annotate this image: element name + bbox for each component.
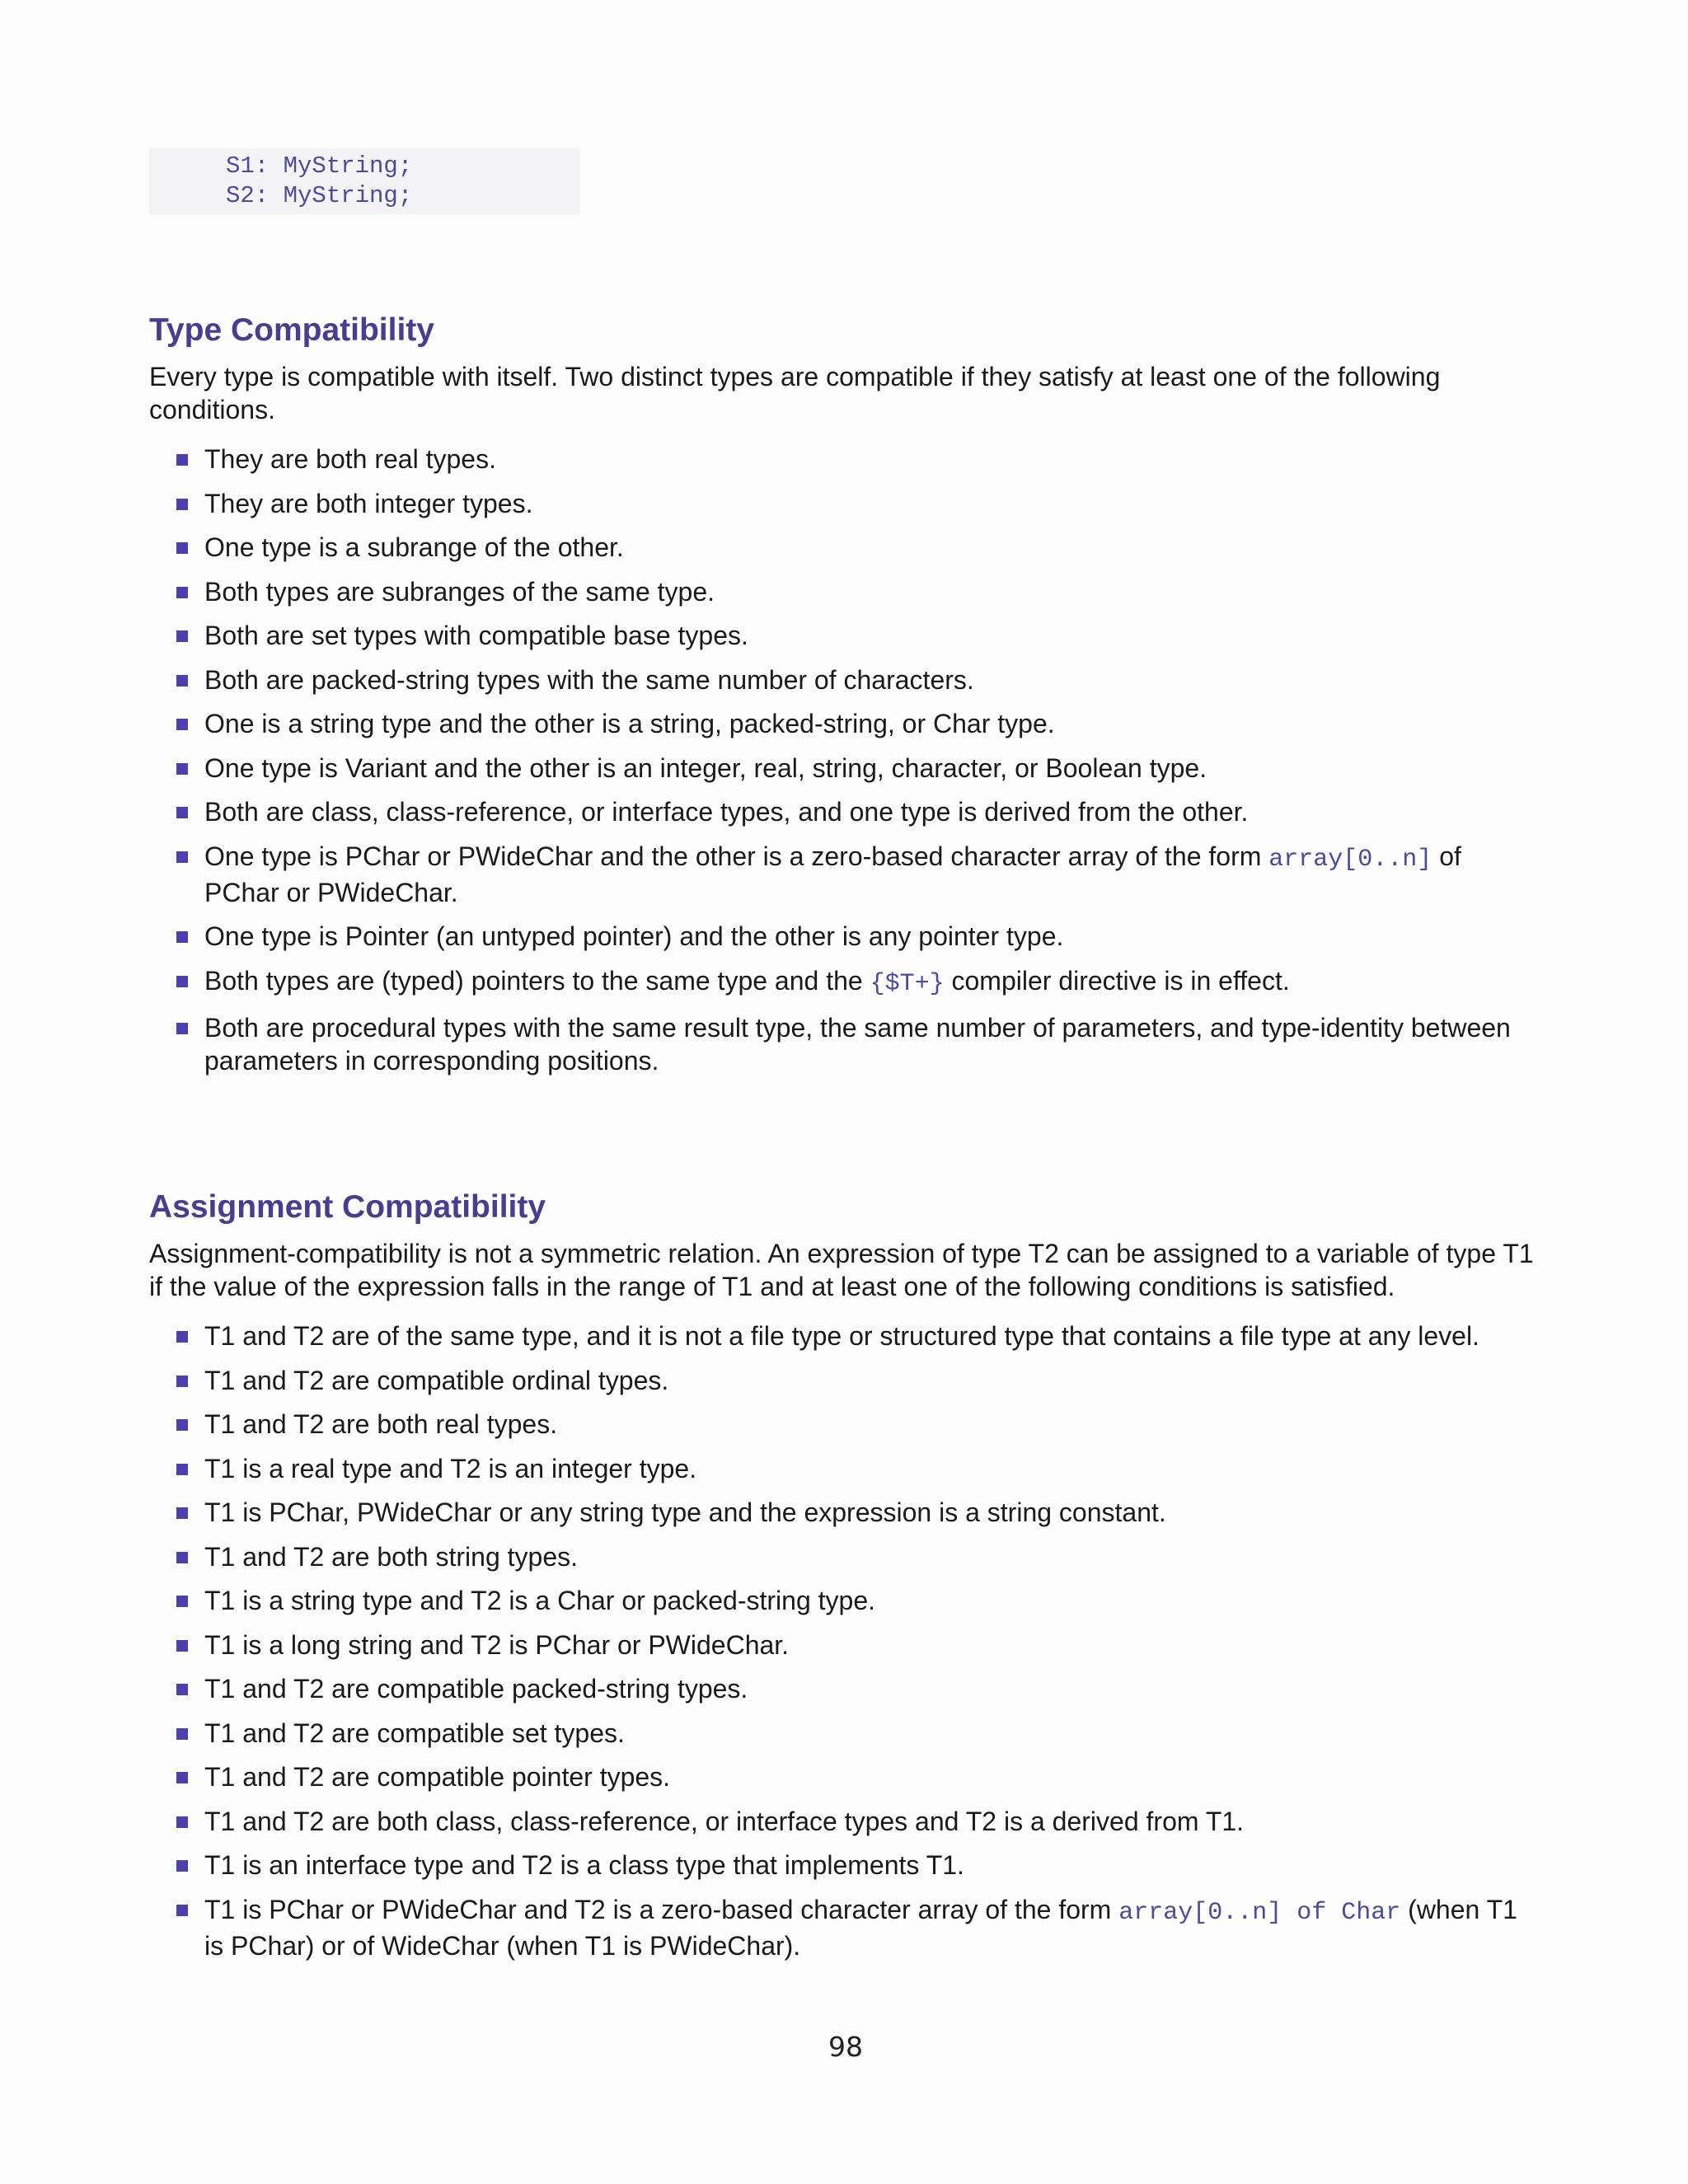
square-bullet-icon [176, 976, 188, 987]
inline-code: {$T+} [870, 969, 945, 998]
list-item-text: They are both real types. [204, 444, 496, 474]
list-item-text: Both types are subranges of the same type. [204, 576, 715, 607]
list-item-text: T1 and T2 are of the same type, and it is not a file type or structured type that contains a file type at any level. [204, 1321, 1479, 1351]
list-item-text: T1 and T2 are both class, class-reference, or interface types and T2 is a derived from T1. [204, 1806, 1245, 1836]
list-item-text: T1 is an interface type and T2 is a class type that implements T1. [204, 1850, 964, 1880]
list-item [149, 1672, 1542, 1705]
square-bullet-icon [176, 1331, 188, 1343]
list-item [149, 619, 1542, 652]
list-item [149, 1364, 1542, 1397]
list-item-text: T1 and T2 are compatible ordinal types. [204, 1365, 669, 1395]
list-item [149, 1319, 1542, 1352]
list-item-text: T1 is a real type and T2 is an integer type. [204, 1453, 697, 1483]
list-item [149, 920, 1542, 953]
list-item [149, 1760, 1542, 1793]
list-item-text: One type is Pointer (an untyped pointer) and the other is any pointer type. [204, 921, 1064, 951]
square-bullet-icon [176, 587, 188, 598]
square-bullet-icon [176, 1860, 188, 1872]
list-item [149, 795, 1542, 828]
list-item-text: T1 is a long string and T2 is PChar or PWideChar. [204, 1629, 790, 1660]
list-item-text: One type is PChar or PWideChar and the other is a zero-based character array of the form [204, 841, 1269, 871]
list-item [149, 575, 1542, 608]
list-item-text: Both are class, class-reference, or interface types, and one type is derived from the other. [204, 797, 1249, 827]
list-item [149, 1540, 1542, 1573]
square-bullet-icon [176, 542, 188, 554]
square-bullet-icon [176, 1376, 188, 1387]
square-bullet-icon [176, 851, 188, 863]
square-bullet-icon [176, 1023, 188, 1034]
list-item-text: T1 is PChar, PWideChar or any string type and the expression is a string constant. [204, 1497, 1166, 1527]
type-compatibility-section [149, 311, 1542, 1089]
square-bullet-icon [176, 1684, 188, 1695]
list-item [149, 1408, 1542, 1441]
list-item [149, 1584, 1542, 1617]
list-item [149, 1452, 1542, 1485]
square-bullet-icon [176, 1905, 188, 1916]
list-item-text: They are both integer types. [204, 488, 533, 518]
list-item-text: T1 and T2 are compatible set types. [204, 1718, 625, 1748]
list-item-text: T1 and T2 are both string types. [204, 1541, 578, 1572]
square-bullet-icon [176, 1728, 188, 1740]
list-item-text: T1 is a string type and T2 is a Char or packed-string type. [204, 1586, 876, 1615]
square-bullet-icon [176, 1596, 188, 1607]
list-item [149, 663, 1542, 696]
list-item-text: T1 and T2 are compatible packed-string types. [204, 1674, 748, 1704]
code-line: S2: MyString; [226, 182, 413, 209]
list-item-text: One is a string type and the other is a string, packed-string, or Char type. [204, 709, 1055, 738]
list-item [149, 1717, 1542, 1750]
list-item-text: Both are procedural types with the same result type, the same number of parameters, and type-identity between parameters in corresponding positions. [204, 1013, 1511, 1076]
list-item [149, 1496, 1542, 1529]
square-bullet-icon [176, 499, 188, 510]
square-bullet-icon [176, 454, 188, 466]
square-bullet-icon [176, 630, 188, 642]
page-number: 98 [828, 2031, 863, 2063]
inline-code: array[0..n] [1268, 845, 1432, 874]
square-bullet-icon [176, 1640, 188, 1652]
section-intro: Assignment-compatibility is not a symmetric relation. An expression of type T2 can be assigned to a variable of type T1 if the value of the expression falls in the range of T1 and at least one of the following conditions is satisfied. [149, 1239, 1534, 1301]
square-bullet-icon [176, 1419, 188, 1431]
list-item [149, 487, 1542, 520]
list-item-text: Both are set types with compatible base types. [204, 621, 748, 650]
list-item [149, 707, 1542, 740]
square-bullet-icon [176, 1772, 188, 1783]
square-bullet-icon [176, 1816, 188, 1828]
list-item-text: T1 and T2 are both real types. [204, 1409, 558, 1439]
list-item [149, 1011, 1542, 1077]
list-item [149, 443, 1542, 476]
list-item-text: One type is Variant and the other is an integer, real, string, character, or Boolean type. [204, 752, 1207, 783]
list-item [149, 1629, 1542, 1661]
list-item-text: T1 and T2 are compatible pointer types. [204, 1762, 671, 1792]
assignment-compatibility-section [149, 1188, 1542, 1973]
square-bullet-icon [176, 763, 188, 775]
section-heading: Type Compatibility [149, 312, 434, 348]
list-item [149, 964, 1542, 1001]
bullet-list [149, 1319, 1542, 1962]
list-item [149, 752, 1542, 785]
list-item-text: Both are packed-string types with the same number of characters. [204, 664, 974, 695]
list-item [149, 1805, 1542, 1838]
square-bullet-icon [176, 719, 188, 730]
list-item-text: T1 is PChar or PWideChar and T2 is a zero-based character array of the form [204, 1894, 1119, 1924]
list-item [149, 531, 1542, 564]
bullet-list [149, 443, 1542, 1077]
list-item [149, 1849, 1542, 1882]
square-bullet-icon [176, 1507, 188, 1519]
code-snippet [149, 148, 580, 214]
list-item-text: compiler directive is in effect. [944, 965, 1290, 996]
list-item-text: Both types are (typed) pointers to the same type and the [204, 965, 870, 996]
list-item-text: of PChar or PWideChar. [204, 841, 1461, 907]
square-bullet-icon [176, 1464, 188, 1475]
list-item-text: (when T1 is PChar) or of WideChar (when T1 is PWideChar). [204, 1894, 1517, 1961]
inline-code: array[0..n] of Char [1118, 1898, 1401, 1927]
code-line: S1: MyString; [226, 152, 413, 180]
square-bullet-icon [176, 675, 188, 687]
list-item [149, 1893, 1542, 1962]
square-bullet-icon [176, 1552, 188, 1563]
list-item-text: One type is a subrange of the other. [204, 532, 624, 562]
square-bullet-icon [176, 931, 188, 943]
square-bullet-icon [176, 807, 188, 818]
section-intro: Every type is compatible with itself. Two distinct types are compatible if they satisfy at least one of the following conditions. [149, 362, 1441, 424]
list-item [149, 840, 1542, 909]
section-heading: Assignment Compatibility [149, 1189, 546, 1225]
